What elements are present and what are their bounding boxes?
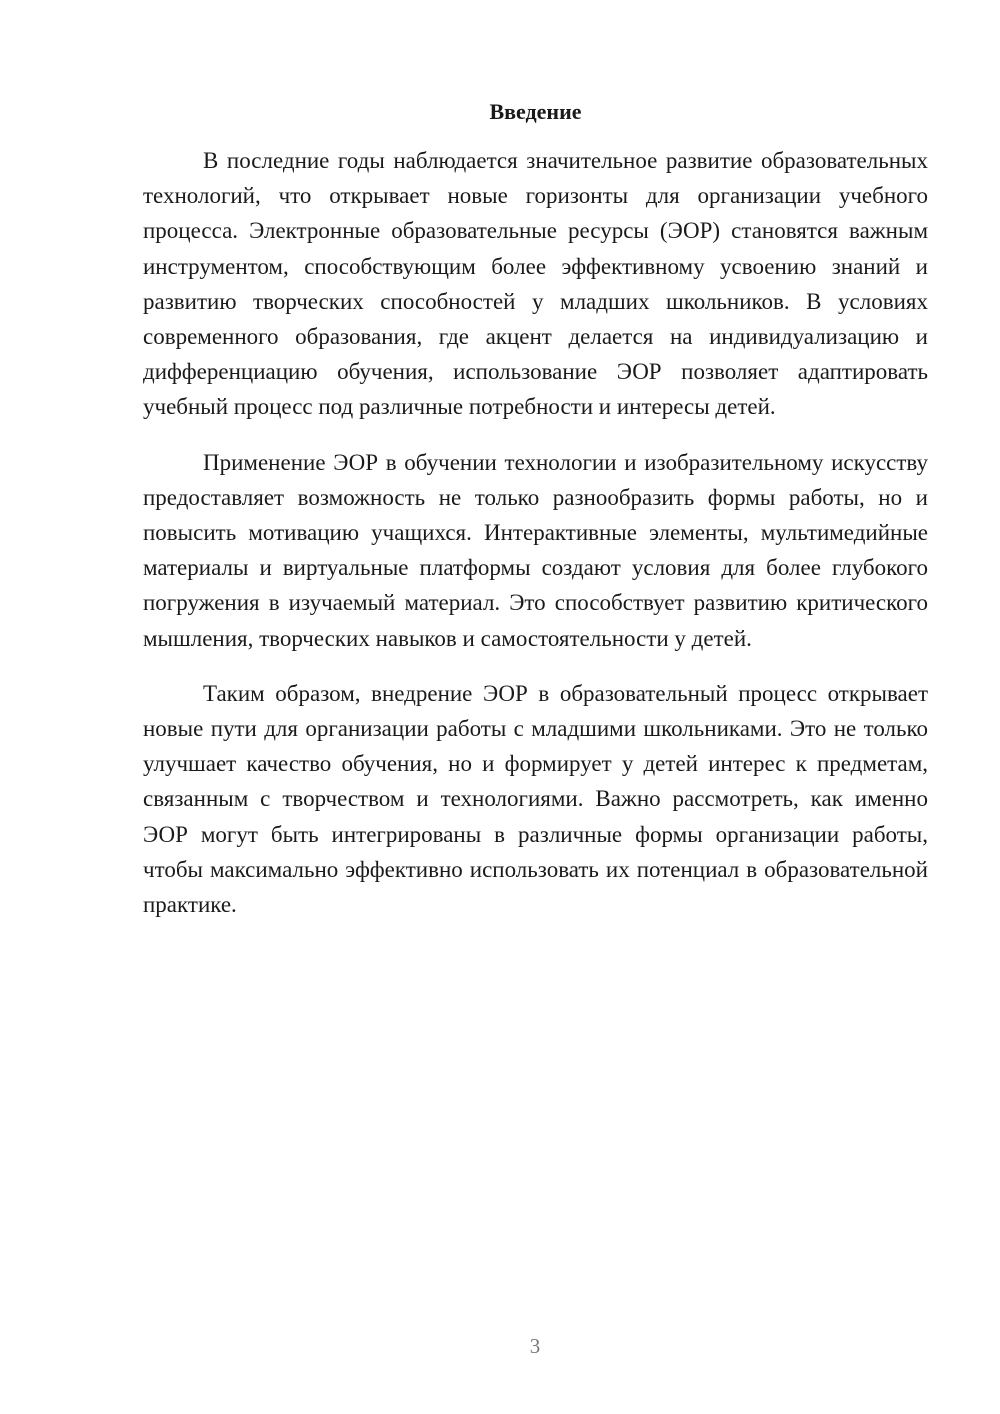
body-text [143,143,928,922]
paragraph-1: В последние годы наблюдается значительное развитие образовательных технологий, что открывает новые горизонты для организации учебного процесса. Электронные образовательные ресурсы (ЭОР) становятся важным инструментом, способствующим более эффективному усвоению знаний и развитию творческих способностей у младших школьников. В условиях современного образования, где акцент делается на индивидуализацию и дифференциацию обучения, использование ЭОР позволяет адаптировать учебный процесс под различные потребности и интересы детей. [143,148,928,420]
page-number: 3 [529,1334,541,1358]
paragraph-3: Таким образом, внедрение ЭОР в образовательный процесс открывает новые пути для организации работы с младшими школьниками. Это не только улучшает качество обучения, но и формирует у детей интерес к предметам, связанным с творчеством и технологиями. Важно рассмотреть, как именно ЭОР могут быть интегрированы в различные формы организации работы, чтобы максимально эффективно использовать их потенциал в образовательной практике. [143,680,928,918]
section-heading: Введение [489,99,582,124]
paragraph-2: Применение ЭОР в обучении технологии и изобразительному искусству предоставляет возможность не только разнообразить формы работы, но и повысить мотивацию учащихся. Интерактивные элементы, мультимедийные материалы и виртуальные платформы создают условия для более глубокого погружения в изучаемый материал. Это способствует развитию критического мышления, творческих навыков и самостоятельности у детей. [143,449,928,651]
